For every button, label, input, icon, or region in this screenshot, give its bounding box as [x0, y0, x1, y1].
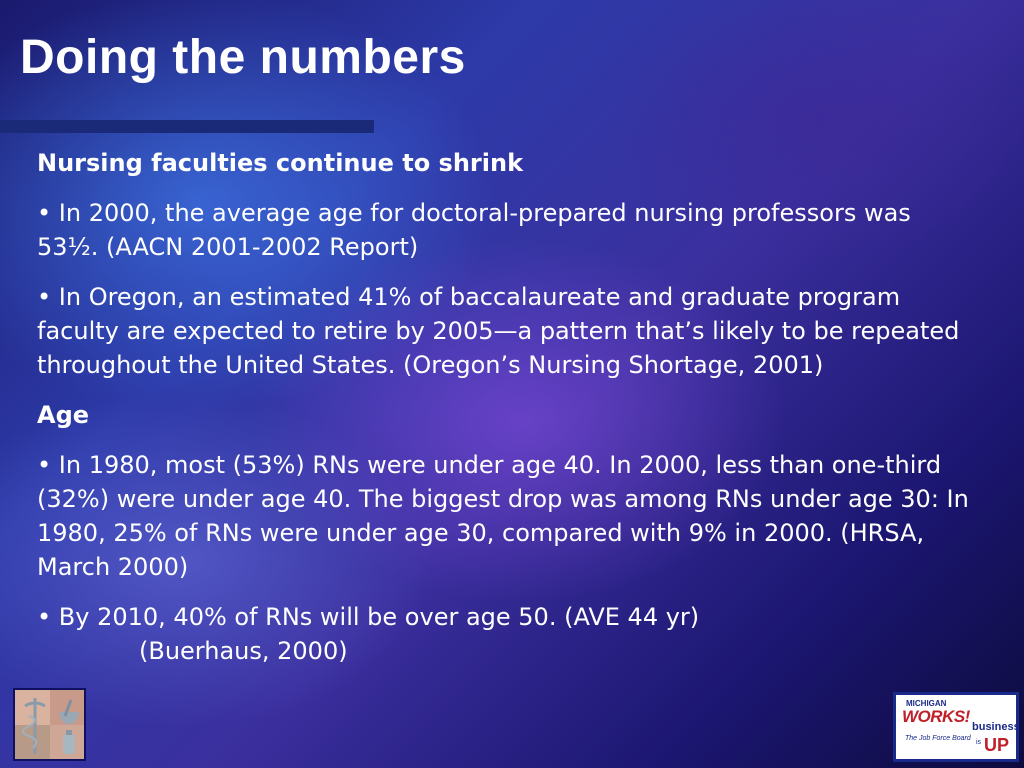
- michigan-works-logo: [893, 692, 1019, 762]
- faculty-heading: Nursing faculties continue to shrink: [37, 149, 524, 177]
- age-bullet-1: • In 1980, most (53%) RNs were under age 40. In 2000, less than one-third (32%) were under age 40. The biggest drop was among RNs under age 30: In 1980, 25% of RNs were under age 30, compared with 9% in 2000. (HRSA, March 2000): [37, 451, 969, 581]
- faculty-bullet-2: • In Oregon, an estimated 41% of baccalaureate and graduate program faculty are expected to retire by 2005—a pattern that’s likely to be repeated throughout the United States. (Oregon’s Nursing Shortage, 2001): [37, 283, 960, 379]
- logo-up: UP: [984, 735, 1010, 755]
- faculty-bullet-1: • In 2000, the average age for doctoral-prepared nursing professors was 53½. (AACN 2001-2002 Report): [37, 199, 911, 261]
- age-heading: Age: [37, 401, 90, 429]
- title-underline: [0, 120, 374, 133]
- logo-state: MICHIGAN: [906, 699, 947, 708]
- slide-content: [37, 146, 977, 684]
- medical-symbols-icon: [13, 688, 86, 761]
- age-bullet-2-citation: (Buerhaus, 2000): [139, 637, 348, 665]
- age-bullet-2: • By 2010, 40% of RNs will be over age 50. (AVE 44 yr): [37, 603, 700, 631]
- logo-brand: WORKS!: [902, 707, 970, 726]
- logo-business: business: [972, 721, 1020, 733]
- logo-tagline: The Job Force Board: [905, 735, 971, 742]
- slide-title: Doing the numbers: [20, 31, 466, 84]
- logo-is: is: [976, 739, 982, 746]
